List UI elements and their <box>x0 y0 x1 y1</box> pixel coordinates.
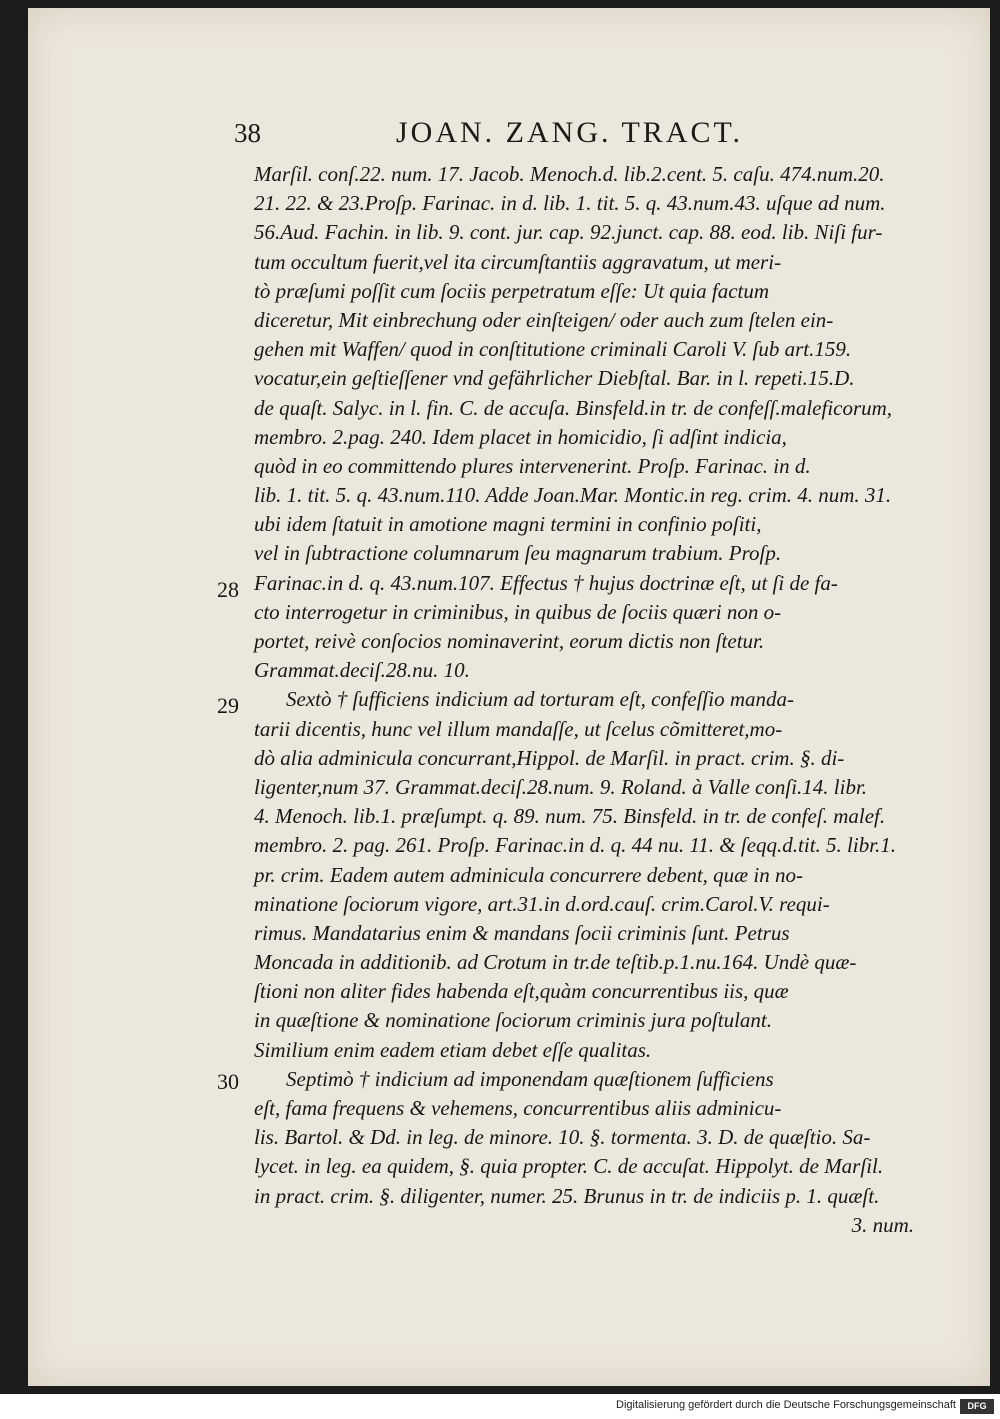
text-line: pr. crim. Eadem autem adminicula concurrere debent, quæ in no- <box>254 862 804 887</box>
text-line: Sextò † ſufficiens indicium ad torturam eſt, confeſſio manda- <box>286 687 795 712</box>
margin-number: 30 <box>217 1069 239 1094</box>
text-line: membro. 2.pag. 240. Idem placet in homicidio, ſi adſint indicia, <box>254 424 787 449</box>
text-line: diceretur, Mit einbrechung oder einſteigen/ oder auch zum ſtelen ein- <box>254 307 834 332</box>
text-line: Septimò † indicium ad imponendam quæſtionem ſufficiens <box>286 1066 774 1091</box>
text-line: ligenter,num 37. Grammat.deciſ.28.num. 9. Roland. à Valle conſi.14. libr. <box>254 774 868 799</box>
text-line: ſtioni non aliter fides habenda eſt,quàm concurrentibus iis, quæ <box>254 979 789 1004</box>
page-header <box>234 112 794 156</box>
text-line: dò alia adminicula concurrant,Hippol. de Marſil. in pract. crim. §. di- <box>254 745 845 770</box>
body-text <box>254 160 954 1240</box>
text-line: Marſil. conſ.22. num. 17. Jacob. Menoch.d. lib.2.cent. 5. caſu. 474.num.20. <box>254 162 885 186</box>
text-line: membro. 2. pag. 261. Proſp. Farinac.in d. q. 44 nu. 11. & ſeqq.d.tit. 5. libr.1. <box>254 833 897 858</box>
text-line: tarii dicentis, hunc vel illum mandaſſe, ut ſcelus cõmitteret,mo- <box>254 716 783 741</box>
text-line: lib. 1. tit. 5. q. 43.num.110. Adde Joan.Mar. Montic.in reg. crim. 4. num. 31. <box>254 483 892 508</box>
catchword: 3. num. <box>851 1212 914 1237</box>
text-line: Grammat.deciſ.28.nu. 10. <box>254 658 470 683</box>
text-line: rimus. Mandatarius enim & mandans ſocii criminis ſunt. Petrus <box>254 920 790 945</box>
text-line: Farinac.in d. q. 43.num.107. Effectus † hujus doctrinæ eſt, ut ſi de fa- <box>254 570 838 595</box>
text-line: gehen mit Waffen/ quod in conſtitutione criminali Caroli V. ſub art.159. <box>254 337 852 362</box>
text-line: vocatur,ein geſtieſſener vnd gefährlicher Diebſtal. Bar. in l. repeti.15.D. <box>254 366 855 391</box>
funding-credit: Digitalisierung gefördert durch die Deutsche Forschungsgemeinschaft <box>616 1399 956 1411</box>
text-line: tum occultum fuerit,vel ita circumſtantiis aggravatum, ut meri- <box>254 249 782 274</box>
text-line: 4. Menoch. lib.1. præſumpt. q. 89. num. 75. Binsfeld. in tr. de confeſ. malef. <box>254 804 886 829</box>
text-line: in quæſtione & nominatione ſociorum criminis jura poſtulant. <box>254 1008 772 1033</box>
text-line: eſt, fama frequens & vehemens, concurrentibus aliis adminicu- <box>254 1096 782 1120</box>
text-line: in pract. crim. §. diligenter, numer. 25. Brunus in tr. de indiciis p. 1. quæſt. <box>254 1183 880 1208</box>
text-line: tò præſumi poſſit cum ſociis perpetratum eſſe: Ut quia factum <box>254 278 770 303</box>
text-line: Similium enim eadem etiam debet eſſe qualitas. <box>254 1037 652 1062</box>
margin-number: 28 <box>217 577 239 602</box>
page-number: 38 <box>234 118 261 148</box>
text-line: lycet. in leg. ea quidem, §. quia propter. C. de accuſat. Hippolyt. de Marſil. <box>254 1154 884 1179</box>
dfg-logo-icon: DFG <box>960 1399 994 1414</box>
margin-number: 29 <box>217 693 239 718</box>
text-line: 21. 22. & 23.Proſp. Farinac. in d. lib. 1. tit. 5. q. 43.num.43. uſque ad num. <box>254 191 886 216</box>
text-line: de quaſt. Salyc. in l. fin. C. de accuſa. Binsfeld.in tr. de confeſſ.maleficorum, <box>254 395 893 420</box>
text-line: lis. Bartol. & Dd. in leg. de minore. 10. §. tormenta. 3. D. de quæſtio. Sa- <box>254 1125 871 1150</box>
text-line: cto interrogetur in criminibus, in quibus de ſociis quæri non o- <box>254 599 782 624</box>
text-line: minatione ſociorum vigore, art.31.in d.ord.cauſ. crim.Carol.V. requi- <box>254 891 830 916</box>
text-line: portet, reivè conſocios nominaverint, eorum dictis non ſtetur. <box>254 629 765 653</box>
running-title: JOAN. ZANG. TRACT. <box>396 116 744 149</box>
text-line: vel in ſubtractione columnarum ſeu magnarum trabium. Proſp. <box>254 541 782 566</box>
text-line: quòd in eo committendo plures intervenerint. Proſp. Farinac. in d. <box>254 453 811 478</box>
footer-bar <box>0 1394 1000 1419</box>
text-line: 56.Aud. Fachin. in lib. 9. cont. jur. cap. 92.junct. cap. 88. eod. lib. Niſi fur- <box>254 220 883 245</box>
text-line: Moncada in additionib. ad Crotum in tr.de teſtib.p.1.nu.164. Undè quæ- <box>254 950 857 975</box>
text-line: ubi idem ſtatuit in amotione magni termini in confinio poſiti, <box>254 512 762 537</box>
